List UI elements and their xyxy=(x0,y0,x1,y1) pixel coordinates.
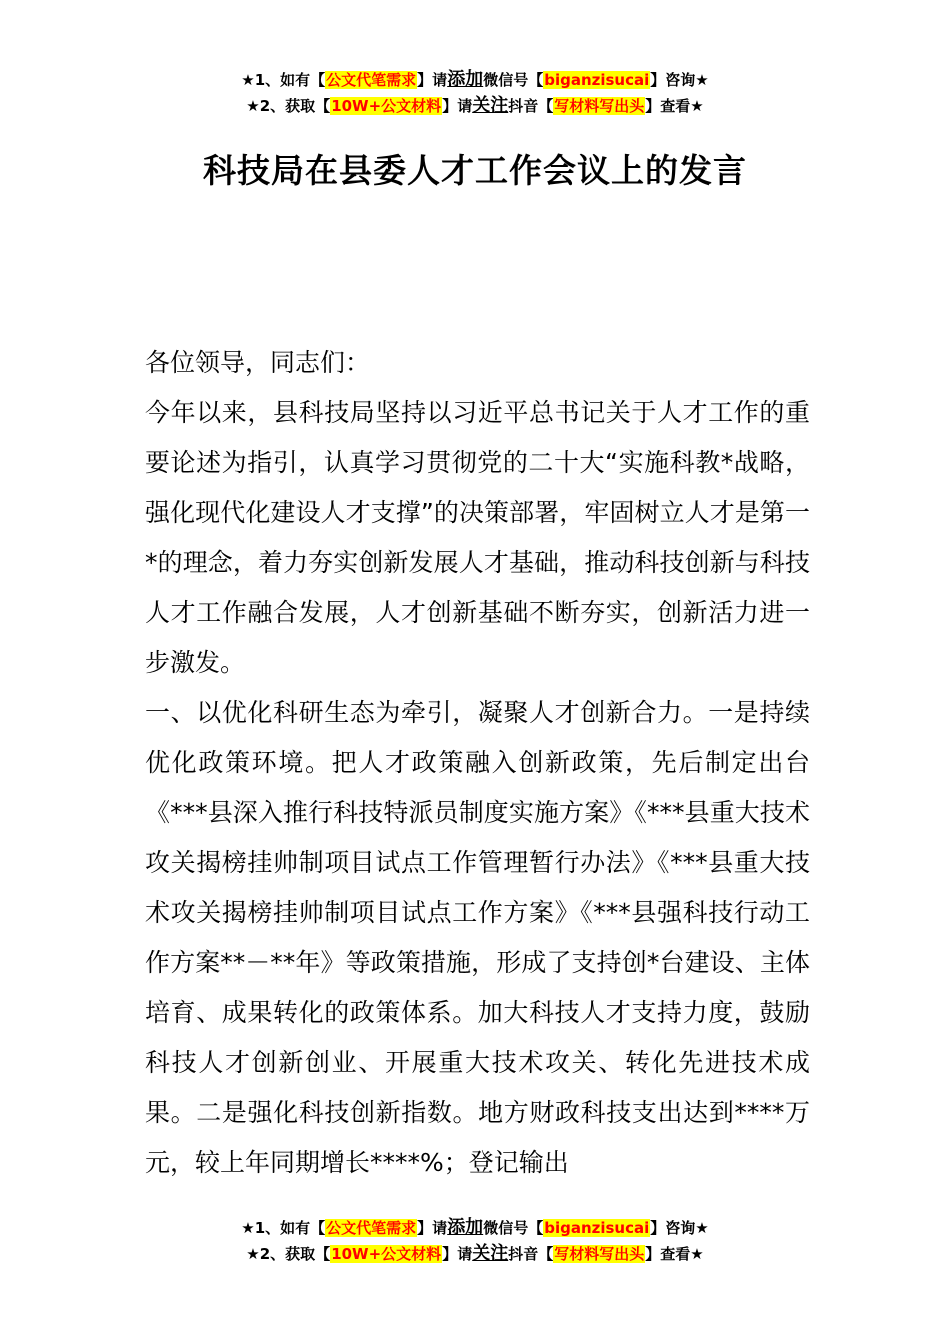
banner-text: ★1、如有【 xyxy=(241,71,326,89)
banner-text: 】请 xyxy=(417,1219,448,1237)
emphasis-text: 添加 xyxy=(447,1217,484,1238)
banner-text: ★1、如有【 xyxy=(241,1219,326,1237)
banner-line-2 xyxy=(0,93,950,119)
banner-line-1 xyxy=(0,67,950,93)
highlight-text: 公文代笔需求 xyxy=(326,1219,417,1237)
banner-line-2 xyxy=(0,1241,950,1267)
banner-text: 】咨询★ xyxy=(650,71,709,89)
emphasis-text: 关注 xyxy=(472,1243,509,1264)
emphasis-text: 关注 xyxy=(472,95,509,116)
banner-text: 微信号【 xyxy=(483,1219,544,1237)
highlight-text: 10W+公文材料 xyxy=(331,97,442,115)
banner-text: 】咨询★ xyxy=(650,1219,709,1237)
footer-banner xyxy=(0,1215,950,1267)
banner-text: 】请 xyxy=(442,97,473,115)
document-body xyxy=(145,338,810,1188)
paragraph-1: 今年以来，县科技局坚持以习近平总书记关于人才工作的重要论述为指引，认真学习贯彻党的二十大“实施科教*战略，强化现代化建设人才支撑”的决策部署，牢固树立人才是第一*的理念，着力夯实创新发展人才基础，推动科技创新与科技人才工作融合发展，人才创新基础不断夯实，创新活力进一步激发。 xyxy=(145,398,810,677)
emphasis-text: 添加 xyxy=(447,69,484,90)
banner-text: ★2、获取【 xyxy=(246,97,331,115)
banner-text: 抖音【 xyxy=(508,1245,554,1263)
paragraph-2: 一、以优化科研生态为牵引，凝聚人才创新合力。一是持续优化政策环境。把人才政策融入创新政策，先后制定出台《***县深入推行科技特派员制度实施方案》《***县重大技术攻关揭榜挂帅制项目试点工作管理暂行办法》《***县重大技术攻关揭榜挂帅制项目试点工作方案》《***县强科技行动工作方案**－**年》等政策措施，形成了支持创*台建设、主体培育、成果转化的政策体系。加大科技人才支持力度，鼓励科技人才创新创业、开展重大技术攻关、转化先进技术成果。二是强化科技创新指数。地方财政科技支出达到****万元，较上年同期增长****%；登记输出 xyxy=(145,698,810,1177)
douyin-id: 写材料写出头 xyxy=(554,1245,645,1263)
highlight-text: 10W+公文材料 xyxy=(331,1245,442,1263)
highlight-text: 公文代笔需求 xyxy=(326,71,417,89)
banner-text: 微信号【 xyxy=(483,71,544,89)
wechat-id: biganzisucai xyxy=(544,1219,650,1237)
banner-text: 】查看★ xyxy=(645,1245,704,1263)
banner-text: 】请 xyxy=(417,71,448,89)
douyin-id: 写材料写出头 xyxy=(554,97,645,115)
document-title: 科技局在县委人才工作会议上的发言 xyxy=(203,151,747,190)
wechat-id: biganzisucai xyxy=(544,71,650,89)
banner-text: ★2、获取【 xyxy=(246,1245,331,1263)
header-banner xyxy=(0,67,950,119)
greeting: 各位领导，同志们： xyxy=(145,348,371,377)
banner-text: 】请 xyxy=(442,1245,473,1263)
banner-line-1 xyxy=(0,1215,950,1241)
banner-text: 抖音【 xyxy=(508,97,554,115)
banner-text: 】查看★ xyxy=(645,97,704,115)
